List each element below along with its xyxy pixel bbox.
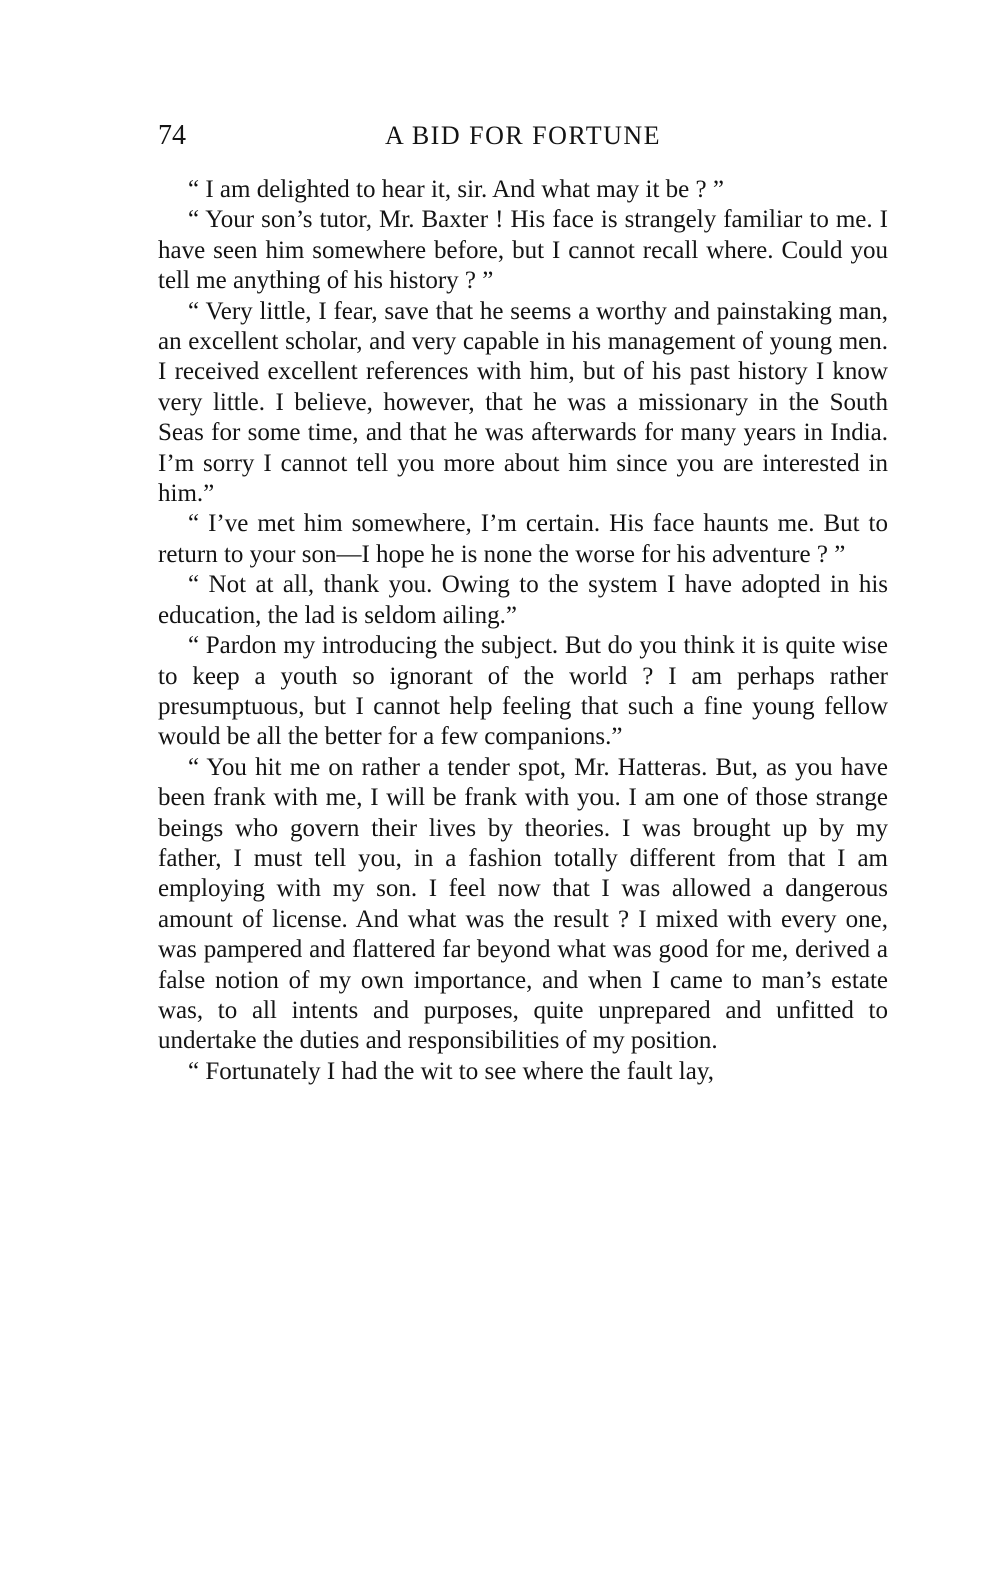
paragraph: “ Your son’s tutor, Mr. Baxter ! His face is strangely familiar to me. I have seen him somewhere before, but I cannot recall where. Could you tell me anything of his history ? ” [158, 206, 888, 295]
paragraph: “ Fortunately I had the wit to see where the fault lay, [188, 1057, 714, 1085]
running-title: A BID FOR FORTUNE [384, 121, 662, 150]
page-header [158, 116, 888, 156]
paragraph: “ Pardon my introducing the subject. But do you think it is quite wise to keep a youth so ignorant of the world ? I am perhaps rather presumptuous, but I cannot help feeling that such a fine young fellow would be all the better for a few companions.” [158, 632, 888, 751]
page-number: 74 [158, 120, 186, 151]
paragraph: “ I’ve met him somewhere, I’m certain. His face haunts me. But to return to your son—I hope he is none the worse for his adventure ? ” [158, 510, 888, 568]
paragraph: “ You hit me on rather a tender spot, Mr. Hatteras. But, as you have been frank with me, I will be frank with you. I am one of those strange beings who govern their lives by theories. I was brought up by my father, I must tell you, in a fashion totally different from that I am employing with my son. I feel now that I was allowed a dangerous amount of license. And what was the result ? I mixed with every one, was pampered and flattered far beyond what was good for me, derived a false notion of my own importance, and when I came to man’s estate was, to all intents and purposes, quite unprepared and unfitted to undertake the duties and responsibilities of my position. [158, 753, 888, 1055]
paragraph: “ Not at all, thank you. Owing to the system I have adopted in his education, the lad is seldom ailing.” [158, 571, 888, 629]
paragraph: “ I am delighted to hear it, sir. And what may it be ? ” [188, 176, 724, 203]
body-text [158, 175, 888, 1087]
paragraph: “ Very little, I fear, save that he seems a worthy and painstaking man, an excellent scholar, and very capable in his management of young men. I received excellent references with him, but of his past history I know very little. I believe, however, that he was a missionary in the South Seas for some time, and that he was afterwards for many years in India. I’m sorry I cannot tell you more about him since you are interested in him.” [158, 297, 888, 508]
